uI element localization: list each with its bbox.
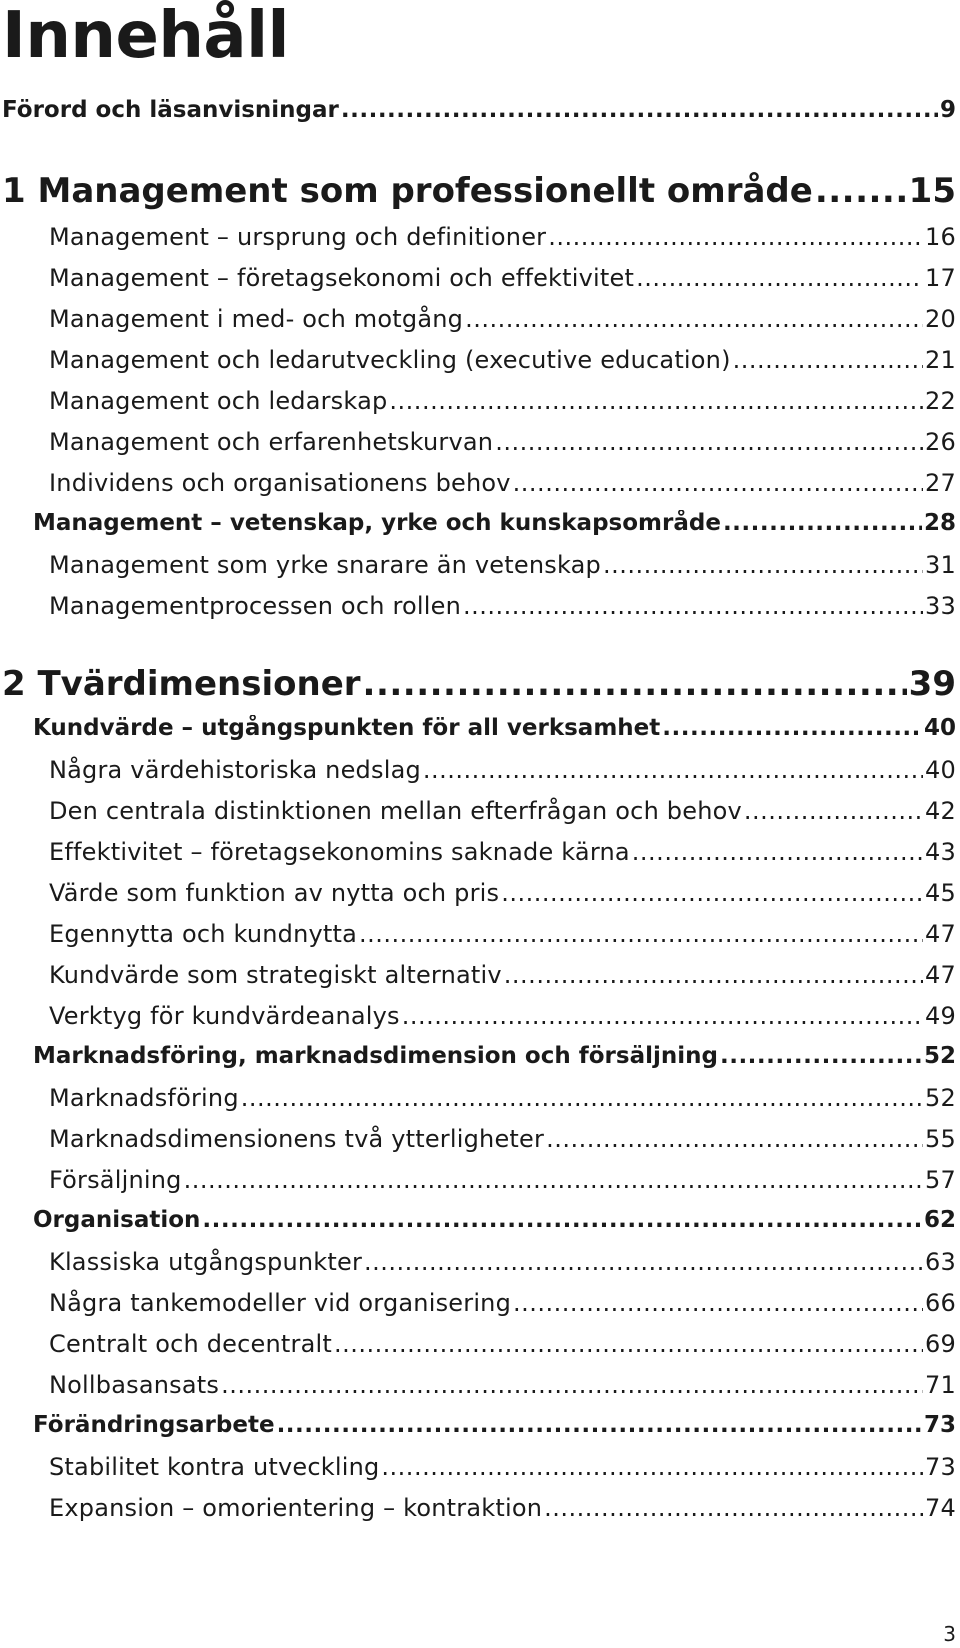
- toc-entry-page: 55: [925, 1125, 956, 1153]
- dot-leader: [544, 1494, 923, 1522]
- toc-entry-page: 40: [923, 715, 956, 741]
- dot-leader: [513, 469, 923, 497]
- toc-entry: [49, 1125, 956, 1159]
- toc-entry: [49, 1494, 956, 1528]
- toc-entry-page: 17: [925, 264, 956, 292]
- toc-entry-section: [33, 1207, 956, 1241]
- toc-entry-front: [2, 97, 956, 131]
- toc-entry-page: 73: [925, 1453, 956, 1481]
- toc-entry-label: Organisation: [33, 1207, 201, 1233]
- toc-entry-page: 22: [925, 387, 956, 415]
- toc-entry-page: 71: [925, 1371, 956, 1399]
- toc-entry-page: 31: [925, 551, 956, 579]
- toc-entry-page: 40: [925, 756, 956, 784]
- toc-entry-page: 47: [925, 961, 956, 989]
- toc-entry-label: Några tankemodeller vid organisering: [49, 1289, 512, 1317]
- dot-leader: [277, 1412, 922, 1438]
- dot-leader: [334, 1330, 923, 1358]
- toc-entry-page: 69: [925, 1330, 956, 1358]
- toc-entry-page: 28: [923, 510, 956, 536]
- toc-entry-label: Förändringsarbete: [33, 1412, 275, 1438]
- toc-entry-label: Kundvärde som strategiskt alternativ: [49, 961, 502, 989]
- dot-leader: [504, 961, 923, 989]
- toc-entry-label: Management – vetenskap, yrke och kunskapsområde: [33, 510, 721, 536]
- dot-leader: [501, 879, 923, 907]
- toc-entry: [49, 961, 956, 995]
- toc-entry-page: 74: [925, 1494, 956, 1522]
- toc-entry-page: 52: [925, 1084, 956, 1112]
- dot-leader: [603, 551, 923, 579]
- toc-entry-label: Management och erfarenhetskurvan: [49, 428, 494, 456]
- toc-entry-label: Verktyg för kundvärdeanalys: [49, 1002, 400, 1030]
- toc-entry-chapter: [2, 171, 956, 217]
- toc-entry-label: Management i med- och motgång: [49, 305, 464, 333]
- toc-entry-page: 47: [925, 920, 956, 948]
- toc-entry-page: 66: [925, 1289, 956, 1317]
- toc-entry-page: 20: [925, 305, 956, 333]
- toc-entry-page: 15: [908, 171, 956, 211]
- toc-entry-page: 45: [925, 879, 956, 907]
- toc-entry: [49, 1248, 956, 1282]
- toc-entry-label: Management som yrke snarare än vetenskap: [49, 551, 601, 579]
- toc-entry-label: Centralt och decentralt: [49, 1330, 332, 1358]
- toc-entry-section: [33, 510, 956, 544]
- dot-leader: [513, 1289, 923, 1317]
- toc-entry: [49, 1166, 956, 1200]
- toc-entry-label: Den centrala distinktionen mellan efterfrågan och behov: [49, 797, 742, 825]
- toc-entry: [49, 223, 956, 257]
- dot-leader: [364, 1248, 923, 1276]
- dot-leader: [202, 1207, 922, 1233]
- toc-entry-page: 16: [925, 223, 956, 251]
- toc-entry-label: Effektivitet – företagsekonomins saknade kärna: [49, 838, 630, 866]
- dot-leader: [720, 1043, 922, 1069]
- toc-entry-label: 1 Management som professionellt område: [2, 171, 813, 211]
- toc-entry: [49, 305, 956, 339]
- toc-entry-page: 73: [923, 1412, 956, 1438]
- toc-entry-page: 26: [925, 428, 956, 456]
- dot-leader: [632, 838, 923, 866]
- toc-entry: [49, 592, 956, 626]
- dot-leader: [241, 1084, 923, 1112]
- toc-entry-label: Några värdehistoriska nedslag: [49, 756, 421, 784]
- toc-entry: [49, 1453, 956, 1487]
- toc-entry: [49, 797, 956, 831]
- dot-leader: [723, 510, 922, 536]
- dot-leader: [363, 664, 907, 704]
- toc-entry-section: [33, 1412, 956, 1446]
- dot-leader: [423, 756, 923, 784]
- toc-entry-label: Management och ledarutveckling (executive education): [49, 346, 731, 374]
- toc-entry-label: Förord och läsanvisningar: [2, 97, 339, 123]
- toc-entry: [49, 1084, 956, 1118]
- toc-entry-page: 27: [925, 469, 956, 497]
- toc-entry-page: 21: [925, 346, 956, 374]
- toc-entry-page: 33: [925, 592, 956, 620]
- toc-entry-page: 52: [923, 1043, 956, 1069]
- toc-entry: [49, 1371, 956, 1405]
- toc-entry-label: Marknadsföring: [49, 1084, 239, 1112]
- toc-entry: [49, 838, 956, 872]
- dot-leader: [389, 387, 923, 415]
- dot-leader: [381, 1453, 923, 1481]
- toc-entry-label: Marknadsdimensionens två ytterligheter: [49, 1125, 545, 1153]
- toc-entry-label: Egennytta och kundnytta: [49, 920, 358, 948]
- dot-leader: [495, 428, 923, 456]
- toc-entry: [49, 469, 956, 503]
- dot-leader: [662, 715, 922, 741]
- toc-entry-label: Stabilitet kontra utveckling: [49, 1453, 380, 1481]
- toc-entry-label: 2 Tvärdimensioner: [2, 664, 361, 704]
- toc-entry-label: Marknadsföring, marknadsdimension och försäljning: [33, 1043, 718, 1069]
- toc-entry-section: [33, 715, 956, 749]
- toc-entry-page: 63: [925, 1248, 956, 1276]
- toc-entry-page: 62: [923, 1207, 956, 1233]
- page-title: Innehåll: [2, 0, 289, 73]
- toc-entry: [49, 1002, 956, 1036]
- toc-entry-label: Expansion – omorientering – kontraktion: [49, 1494, 543, 1522]
- toc-entry-label: Management – företagsekonomi och effektivitet: [49, 264, 635, 292]
- toc-entry: [49, 1330, 956, 1364]
- toc-entry-label: Managementprocessen och rollen: [49, 592, 461, 620]
- toc-entry-label: Kundvärde – utgångspunkten för all verksamhet: [33, 715, 661, 741]
- dot-leader: [465, 305, 923, 333]
- dot-leader: [733, 346, 923, 374]
- toc-entry: [49, 428, 956, 462]
- toc-entry: [49, 920, 956, 954]
- dot-leader: [548, 223, 923, 251]
- toc-entry: [49, 551, 956, 585]
- toc-entry-label: Individens och organisationens behov: [49, 469, 511, 497]
- toc-entry-label: Värde som funktion av nytta och pris: [49, 879, 500, 907]
- dot-leader: [744, 797, 923, 825]
- dot-leader: [815, 171, 907, 211]
- dot-leader: [359, 920, 923, 948]
- toc-entry-page: 42: [925, 797, 956, 825]
- dot-leader: [184, 1166, 923, 1194]
- dot-leader: [402, 1002, 923, 1030]
- toc-entry-chapter: [2, 664, 956, 710]
- toc-entry-label: Nollbasansats: [49, 1371, 220, 1399]
- page-number: 3: [943, 1622, 956, 1646]
- toc-entry: [49, 879, 956, 913]
- toc-entry: [49, 346, 956, 380]
- toc-entry-page: 39: [908, 664, 956, 704]
- toc-entry: [49, 1289, 956, 1323]
- toc-entry-page: 43: [925, 838, 956, 866]
- dot-leader: [341, 97, 938, 123]
- dot-leader: [221, 1371, 923, 1399]
- dot-leader: [636, 264, 923, 292]
- toc-entry-label: Klassiska utgångspunkter: [49, 1248, 363, 1276]
- toc-entry-label: Försäljning: [49, 1166, 182, 1194]
- toc-entry-page: 49: [925, 1002, 956, 1030]
- dot-leader: [546, 1125, 923, 1153]
- toc-entry-label: Management och ledarskap: [49, 387, 388, 415]
- toc-entry-section: [33, 1043, 956, 1077]
- dot-leader: [463, 592, 923, 620]
- toc-entry: [49, 387, 956, 421]
- toc-entry-page: 57: [925, 1166, 956, 1194]
- toc-entry-page: 9: [939, 97, 956, 123]
- toc-entry: [49, 264, 956, 298]
- toc-entry-label: Management – ursprung och definitioner: [49, 223, 547, 251]
- toc-entry: [49, 756, 956, 790]
